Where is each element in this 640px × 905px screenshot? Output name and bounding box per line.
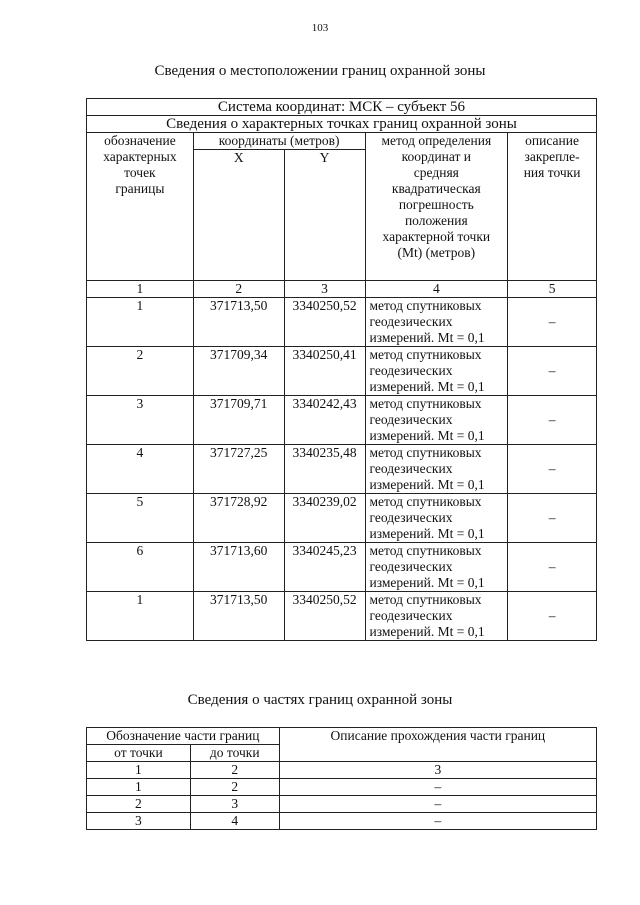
table-row bbox=[87, 396, 597, 445]
point-number: 5 bbox=[87, 494, 194, 543]
point-number: 3 bbox=[87, 396, 194, 445]
fixing-description: – bbox=[508, 494, 597, 543]
points-table-subtitle: Сведения о характерных точках границ охранной зоны bbox=[87, 116, 597, 133]
points-table bbox=[86, 98, 597, 641]
point-number: 4 bbox=[87, 445, 194, 494]
header-method: метод определения координат и средняя квадратическая погрешность положения характерной точки (Mt) (метров) bbox=[365, 133, 508, 281]
table-row bbox=[87, 779, 597, 796]
part-description: – bbox=[279, 796, 596, 813]
coord-y: 3340235,48 bbox=[284, 445, 365, 494]
point-number: 1 bbox=[87, 592, 194, 641]
column-number: 3 bbox=[284, 281, 365, 298]
coordinate-system: Система координат: МСК – субъект 56 bbox=[87, 99, 597, 116]
method-cell: метод спутниковых геодезических измерений. Mt = 0,1 bbox=[365, 592, 508, 641]
point-number: 1 bbox=[87, 298, 194, 347]
from-point: 3 bbox=[87, 813, 191, 830]
method-cell: метод спутниковых геодезических измерений. Mt = 0,1 bbox=[365, 494, 508, 543]
coord-x: 371713,50 bbox=[193, 298, 284, 347]
coord-x: 371709,34 bbox=[193, 347, 284, 396]
coord-x: 371728,92 bbox=[193, 494, 284, 543]
part-description: – bbox=[279, 813, 596, 830]
method-cell: метод спутниковых геодезических измерений. Mt = 0,1 bbox=[365, 445, 508, 494]
table-row bbox=[87, 592, 597, 641]
table-row bbox=[87, 796, 597, 813]
coord-x: 371713,50 bbox=[193, 592, 284, 641]
method-cell: метод спутниковых геодезических измерений. Mt = 0,1 bbox=[365, 298, 508, 347]
coord-y: 3340250,41 bbox=[284, 347, 365, 396]
table-row bbox=[87, 298, 597, 347]
page-number: 103 bbox=[311, 22, 329, 34]
method-cell: метод спутниковых геодезических измерений. Mt = 0,1 bbox=[365, 347, 508, 396]
table-row bbox=[87, 813, 597, 830]
point-number: 6 bbox=[87, 543, 194, 592]
coord-y: 3340245,23 bbox=[284, 543, 365, 592]
to-point: 4 bbox=[190, 813, 279, 830]
header-point-designation: обозначение характерных точек границы bbox=[87, 133, 194, 281]
header-part-description: Описание прохождения части границ bbox=[279, 728, 596, 762]
column-number: 4 bbox=[365, 281, 508, 298]
from-point: 1 bbox=[87, 779, 191, 796]
header-coordinates: координаты (метров) bbox=[193, 133, 365, 150]
parts-table-header-row bbox=[87, 728, 597, 745]
coord-y: 3340239,02 bbox=[284, 494, 365, 543]
to-point: 2 bbox=[190, 779, 279, 796]
points-table-header-row bbox=[87, 133, 597, 150]
header-to-point: до точки bbox=[190, 745, 279, 762]
column-number: 1 bbox=[87, 281, 194, 298]
coord-y: 3340250,52 bbox=[284, 298, 365, 347]
column-number: 3 bbox=[279, 762, 596, 779]
method-cell: метод спутниковых геодезических измерений. Mt = 0,1 bbox=[365, 543, 508, 592]
heading-location: Сведения о местоположении границ охранной зоны bbox=[154, 63, 486, 79]
fixing-description: – bbox=[508, 347, 597, 396]
point-number: 2 bbox=[87, 347, 194, 396]
table-row bbox=[87, 347, 597, 396]
column-number: 2 bbox=[190, 762, 279, 779]
column-number: 5 bbox=[508, 281, 597, 298]
points-table-system-row bbox=[87, 99, 597, 116]
part-description: – bbox=[279, 779, 596, 796]
from-point: 2 bbox=[87, 796, 191, 813]
column-number: 2 bbox=[193, 281, 284, 298]
method-cell: метод спутниковых геодезических измерений. Mt = 0,1 bbox=[365, 396, 508, 445]
parts-table bbox=[86, 727, 597, 830]
fixing-description: – bbox=[508, 445, 597, 494]
column-number: 1 bbox=[87, 762, 191, 779]
points-table-number-row bbox=[87, 281, 597, 298]
table-row bbox=[87, 445, 597, 494]
header-x: X bbox=[193, 150, 284, 281]
coord-x: 371727,25 bbox=[193, 445, 284, 494]
fixing-description: – bbox=[508, 396, 597, 445]
header-from-point: от точки bbox=[87, 745, 191, 762]
heading-parts: Сведения о частях границ охранной зоны bbox=[187, 692, 453, 708]
coord-y: 3340250,52 bbox=[284, 592, 365, 641]
header-description: описание закрепле- ния точки bbox=[508, 133, 597, 281]
parts-table-number-row bbox=[87, 762, 597, 779]
header-y: Y bbox=[284, 150, 365, 281]
header-part-designation: Обозначение части границ bbox=[87, 728, 280, 745]
coord-y: 3340242,43 bbox=[284, 396, 365, 445]
coord-x: 371713,60 bbox=[193, 543, 284, 592]
fixing-description: – bbox=[508, 298, 597, 347]
coord-x: 371709,71 bbox=[193, 396, 284, 445]
fixing-description: – bbox=[508, 592, 597, 641]
table-row bbox=[87, 543, 597, 592]
points-table-subtitle-row bbox=[87, 116, 597, 133]
table-row bbox=[87, 494, 597, 543]
to-point: 3 bbox=[190, 796, 279, 813]
fixing-description: – bbox=[508, 543, 597, 592]
